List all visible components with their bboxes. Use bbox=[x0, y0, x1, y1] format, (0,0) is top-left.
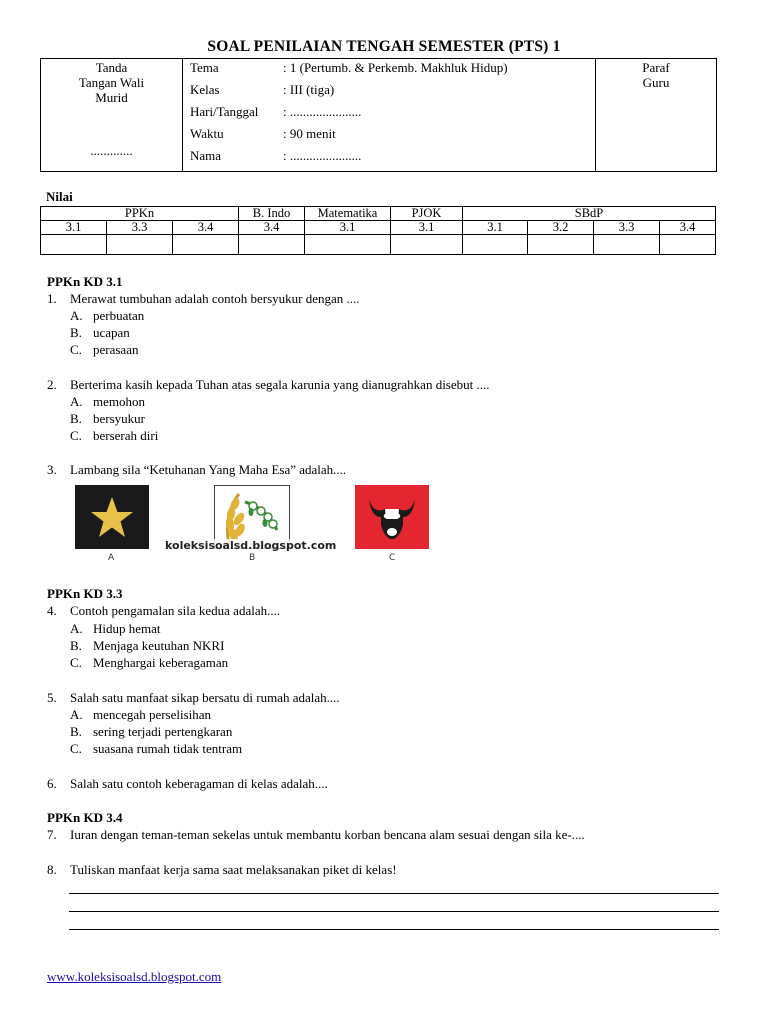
field-hari-tanggal-value[interactable]: : ...................... bbox=[283, 104, 362, 119]
section-heading-ppkn-3-4: PPKn KD 3.4 bbox=[47, 810, 123, 825]
score-input-cell[interactable] bbox=[305, 235, 391, 255]
option-text: mencegah perselisihan bbox=[93, 707, 212, 722]
field-waktu-value: : 90 menit bbox=[283, 126, 336, 141]
kd-cell: 3.4 bbox=[173, 221, 239, 235]
score-input-cell[interactable] bbox=[107, 235, 173, 255]
option-letter: C. bbox=[70, 741, 82, 756]
option-letter: B. bbox=[70, 411, 82, 426]
question-number: 5. bbox=[47, 690, 57, 705]
section-heading-ppkn-3-1: PPKn KD 3.1 bbox=[47, 274, 123, 289]
subject-ppkn: PPKn bbox=[41, 207, 239, 221]
option-text: memohon bbox=[93, 394, 145, 409]
question-text: Lambang sila “Ketuhanan Yang Maha Esa” adalah.... bbox=[70, 462, 347, 477]
option-letter: C. bbox=[70, 428, 82, 443]
kd-cell: 3.1 bbox=[41, 221, 107, 235]
score-input-cell[interactable] bbox=[528, 235, 594, 255]
question-number: 6. bbox=[47, 776, 57, 791]
field-tema-value: : 1 (Pertumb. & Perkemb. Makhluk Hidup) bbox=[283, 60, 508, 75]
teacher-initial-label-2: Guru bbox=[642, 75, 670, 90]
teacher-initial-cell bbox=[596, 59, 717, 172]
option-text: Menghargai keberagaman bbox=[93, 655, 229, 670]
subject-sbdp: SBdP bbox=[463, 207, 716, 221]
subject-bindo: B. Indo bbox=[239, 207, 305, 221]
bull-head-emblem-image[interactable] bbox=[355, 485, 429, 549]
score-input-cell[interactable] bbox=[594, 235, 660, 255]
kd-cell: 3.3 bbox=[594, 221, 660, 235]
question-text: Iuran dengan teman-teman sekelas untuk membantu korban bencana alam sesuai dengan sila ke-.... bbox=[70, 827, 585, 842]
option-letter: A. bbox=[70, 394, 83, 409]
score-input-cell[interactable] bbox=[173, 235, 239, 255]
question-number: 3. bbox=[47, 462, 57, 477]
parent-signature-label-2: Tangan Wali bbox=[78, 75, 145, 90]
section-heading-ppkn-3-3: PPKn KD 3.3 bbox=[47, 586, 123, 601]
option-text: suasana rumah tidak tentram bbox=[93, 741, 243, 756]
question-number: 2. bbox=[47, 377, 57, 392]
header-table bbox=[40, 58, 717, 172]
score-table bbox=[40, 206, 716, 255]
score-input-cell[interactable] bbox=[239, 235, 305, 255]
option-text: sering terjadi pertengkaran bbox=[93, 724, 233, 739]
option-letter: B. bbox=[70, 638, 82, 653]
field-nama-key: Nama bbox=[190, 148, 222, 163]
score-label: Nilai bbox=[46, 189, 73, 204]
question-text: Salah satu manfaat sikap bersatu di rumah adalah.... bbox=[70, 690, 340, 705]
kd-cell: 3.3 bbox=[107, 221, 173, 235]
question-number: 7. bbox=[47, 827, 57, 842]
kd-cell: 3.1 bbox=[391, 221, 463, 235]
footer-link[interactable]: www.koleksisoalsd.blogspot.com bbox=[47, 969, 222, 984]
question-text: Berterima kasih kepada Tuhan atas segala karunia yang dianugrahkan disebut .... bbox=[70, 377, 490, 392]
field-kelas-key: Kelas bbox=[190, 82, 220, 97]
question-text: Contoh pengamalan sila kedua adalah.... bbox=[70, 603, 281, 618]
option-letter: B. bbox=[70, 724, 82, 739]
field-nama-value[interactable]: : ...................... bbox=[283, 148, 362, 163]
question-number: 8. bbox=[47, 862, 57, 877]
option-letter: B. bbox=[70, 325, 82, 340]
parent-signature-label-1: Tanda bbox=[95, 60, 128, 75]
option-text: berserah diri bbox=[93, 428, 159, 443]
document-title: SOAL PENILAIAN TENGAH SEMESTER (PTS) 1 bbox=[207, 38, 561, 55]
star-emblem-image[interactable] bbox=[75, 485, 149, 549]
question-text: Salah satu contoh keberagaman di kelas adalah.... bbox=[70, 776, 328, 791]
watermark-text: koleksisoalsd.blogspot.com bbox=[165, 539, 337, 552]
option-text: perbuatan bbox=[93, 308, 145, 323]
star-icon bbox=[75, 485, 149, 549]
option-letter: A. bbox=[70, 707, 83, 722]
score-input-cell[interactable] bbox=[41, 235, 107, 255]
kd-cell: 3.4 bbox=[660, 221, 716, 235]
field-kelas-value: : III (tiga) bbox=[283, 82, 335, 97]
question-number: 1. bbox=[47, 291, 57, 306]
option-letter: A. bbox=[70, 308, 83, 323]
field-tema-key: Tema bbox=[190, 60, 219, 75]
option-text: Menjaga keutuhan NKRI bbox=[93, 638, 225, 653]
score-input-cell[interactable] bbox=[391, 235, 463, 255]
kd-cell: 3.4 bbox=[239, 221, 305, 235]
question-text: Merawat tumbuhan adalah contoh bersyukur dengan .... bbox=[70, 291, 360, 306]
parent-signature-label-3: Murid bbox=[95, 90, 128, 105]
answer-line[interactable] bbox=[69, 893, 719, 894]
option-letter: C. bbox=[70, 655, 82, 670]
option-letter: A. bbox=[70, 621, 83, 636]
subject-pjok: PJOK bbox=[391, 207, 463, 221]
kd-cell: 3.1 bbox=[463, 221, 528, 235]
subject-matematika: Matematika bbox=[305, 207, 391, 221]
parent-signature-dots: ............. bbox=[90, 143, 133, 158]
image-label-c: C bbox=[389, 553, 396, 563]
answer-line[interactable] bbox=[69, 911, 719, 912]
option-text: ucapan bbox=[93, 325, 130, 340]
answer-line[interactable] bbox=[69, 929, 719, 930]
kd-cell: 3.2 bbox=[528, 221, 594, 235]
bull-head-icon bbox=[355, 485, 429, 549]
image-label-b: B bbox=[249, 553, 256, 563]
option-text: perasaan bbox=[93, 342, 139, 357]
field-hari-tanggal-key: Hari/Tanggal bbox=[190, 104, 259, 119]
parent-signature-cell bbox=[41, 59, 183, 172]
exam-info-cell bbox=[183, 59, 596, 172]
score-input-cell[interactable] bbox=[660, 235, 716, 255]
question-number: 4. bbox=[47, 603, 57, 618]
question-text: Tuliskan manfaat kerja sama saat melaksanakan piket di kelas! bbox=[70, 862, 397, 877]
option-text: bersyukur bbox=[93, 411, 145, 426]
option-letter: C. bbox=[70, 342, 82, 357]
score-input-cell[interactable] bbox=[463, 235, 528, 255]
image-label-a: A bbox=[108, 553, 115, 563]
field-waktu-key: Waktu bbox=[190, 126, 224, 141]
kd-cell: 3.1 bbox=[305, 221, 391, 235]
teacher-initial-label-1: Paraf bbox=[642, 60, 670, 75]
option-text: Hidup hemat bbox=[93, 621, 161, 636]
